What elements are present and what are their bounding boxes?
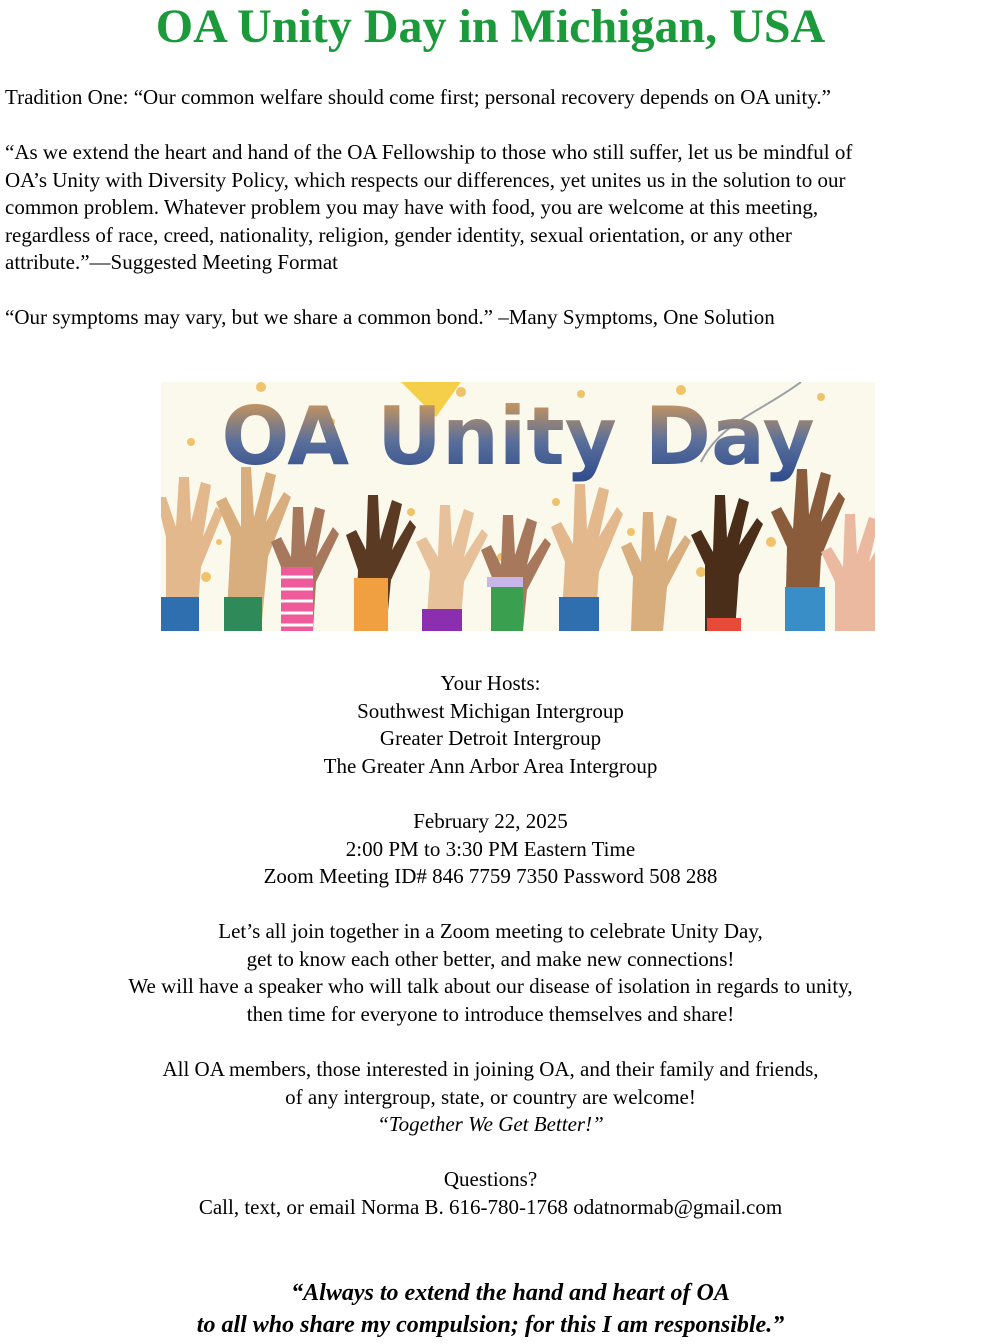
contact-line: Call, text, or email Norma B. 616-780-1768 odatnormab@gmail.com [198,1194,783,1219]
invitation-text [0,918,981,1028]
host-name: Southwest Michigan Intergroup [357,698,624,723]
tradition-one-quote: Tradition One: “Our common welfare should come first; personal recovery depends on OA unity.” [5,85,831,109]
hosts-label: Your Hosts: [440,671,541,695]
event-date: February 22, 2025 [413,809,568,833]
many-symptoms-quote: “Our symptoms may vary, but we share a common bond.” –Many Symptoms, One Solution [5,305,775,329]
invitation-line: Let’s all join together in a Zoom meeting to celebrate Unity Day, [218,919,763,943]
welcome-line: of any intergroup, state, or country are welcome! [285,1084,696,1109]
host-name: Greater Detroit Intergroup [379,726,602,750]
contact-section [0,1166,981,1221]
invitation-line: We will have a speaker who will talk about our disease of isolation in regards to unity, [128,974,853,998]
hosts-section [0,670,981,780]
format-line: “As we extend the heart and hand of the OA Fellowship to those who still suffer, let us be mindful of [5,140,853,164]
host-name: The Greater Ann Arbor Area Intergroup [323,753,658,778]
pledge-line: to all who share my compulsion; for this I am responsible.” [196,1312,785,1338]
suggested-meeting-format-quote [5,139,977,277]
raised-hands-illustration [161,382,875,631]
invitation-line: get to know each other better, and make new connections! [246,946,735,971]
zoom-meeting-info: Zoom Meeting ID# 846 7759 7350 Password 508 288 [263,864,718,888]
responsibility-pledge [0,1277,981,1341]
event-details [0,808,981,891]
format-line: common problem. Whatever problem you may have with food, you are welcome at this meeting, [5,195,819,219]
welcome-line: All OA members, those interested in joining OA, and their family and friends, [162,1057,819,1081]
page-title: OA Unity Day in Michigan, USA [155,0,826,53]
welcome-text [0,1056,981,1139]
unity-day-banner [161,382,875,631]
format-line: OA’s Unity with Diversity Policy, which respects our differences, yet unites us in the solution to our [5,167,846,192]
event-time: 2:00 PM to 3:30 PM Eastern Time [345,836,636,861]
format-line: attribute.”—Suggested Meeting Format [5,250,339,274]
slogan: “Together We Get Better!” [377,1112,604,1136]
pledge-line: “Always to extend the hand and heart of OA [291,1280,730,1306]
raised-hands [161,467,875,631]
questions-label: Questions? [443,1167,538,1191]
invitation-line: then time for everyone to introduce themselves and share! [246,1001,735,1026]
format-line: regardless of race, creed, nationality, religion, gender identity, sexual orientation, or any other [5,222,792,247]
banner-heading: OA Unity Day [221,390,815,483]
